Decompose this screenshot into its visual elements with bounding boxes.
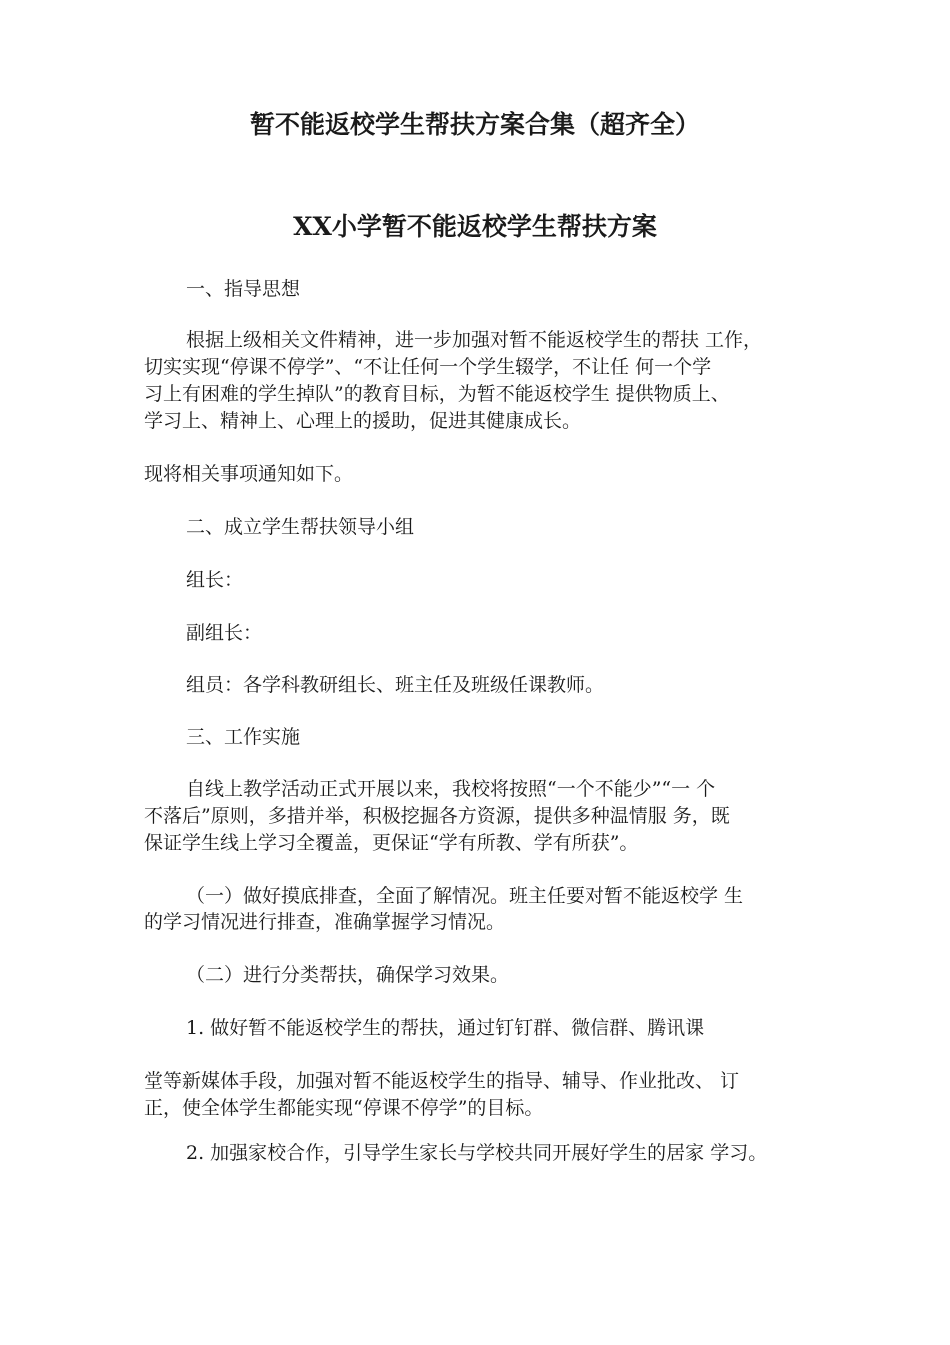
subsection-1-line-2: 的学习情况进行排查，准确掌握学习情况。 [144, 911, 506, 933]
paragraph-3-line-3: 保证学生线上学习全覆盖，更保证“学有所教、学有所获”。 [144, 832, 639, 854]
item-1-line-3: 正，使全体学生都能实现“停课不停学”的目标。 [144, 1097, 544, 1119]
item-2: 2. 加强家校合作，引导学生家长与学校共同开展好学生的居家 学习。 [186, 1142, 768, 1164]
members-line: 组员：各学科教研组长、班主任及班级任课教师。 [186, 674, 605, 696]
vice-leader-line: 副组长： [186, 622, 263, 644]
subsection-1-line-1: （一）做好摸底排查，全面了解情况。班主任要对暂不能返校学 生 [186, 885, 744, 907]
sub-title: XX小学暂不能返校学生帮扶方案 [293, 212, 657, 241]
subsection-2: （二）进行分类帮扶，确保学习效果。 [186, 964, 510, 986]
section-heading-2: 二、成立学生帮扶领导小组 [186, 516, 415, 538]
paragraph-3-line-2: 不落后”原则，多措并举，积极挖掘各方资源，提供多种温情服 务，既 [144, 805, 730, 827]
section-heading-1: 一、指导思想 [186, 278, 301, 300]
item-1-line-1: 1. 做好暂不能返校学生的帮扶，通过钉钉群、微信群、腾讯课 [186, 1017, 705, 1039]
paragraph-2: 现将相关事项通知如下。 [144, 463, 354, 485]
paragraph-3-line-1: 自线上教学活动正式开展以来，我校将按照“一个不能少”“一 个 [186, 778, 716, 800]
paragraph-1-line-1: 根据上级相关文件精神，进一步加强对暂不能返校学生的帮扶 工作， [186, 329, 763, 351]
main-title: 暂不能返校学生帮扶方案合集（超齐全） [249, 110, 700, 139]
paragraph-1-line-3: 习上有困难的学生掉队”的教育目标，为暂不能返校学生 提供物质上、 [144, 383, 730, 405]
leader-line: 组长： [186, 569, 244, 591]
section-heading-3: 三、工作实施 [186, 726, 301, 748]
paragraph-1-line-4: 学习上、精神上、心理上的援助，促进其健康成长。 [144, 410, 582, 432]
paragraph-1-line-2: 切实实现“停课不停学”、“不让任何一个学生辍学，不让任 何一个学 [144, 356, 712, 378]
item-1-line-2: 堂等新媒体手段，加强对暂不能返校学生的指导、辅导、作业批改、 订 [144, 1070, 740, 1092]
